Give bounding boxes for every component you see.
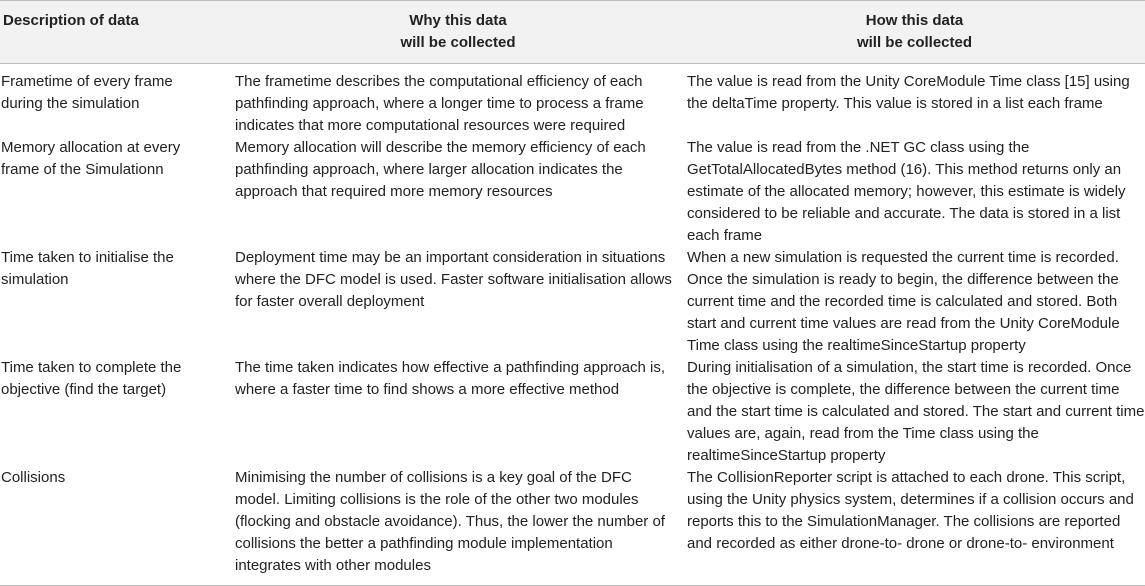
cell-why: The time taken indicates how effective a pathfinding approach is, where a faster time to find shows a more effective method bbox=[235, 359, 665, 398]
cell-how: The value is read from the Unity CoreModule Time class [15] using the deltaTime property. This value is stored in a list each frame bbox=[687, 73, 1130, 112]
table-row bbox=[0, 357, 1145, 467]
table-header-row bbox=[0, 1, 1145, 64]
header-description-text: Description of data bbox=[3, 12, 139, 29]
header-how-line-1: How this data bbox=[865, 12, 964, 29]
cell-description: Time taken to complete the objective (find the target) bbox=[1, 359, 182, 398]
cell-description: Collisions bbox=[1, 469, 66, 486]
cell-how: The value is read from the .NET GC class using the GetTotalAllocatedBytes method (16). This method returns only an estimate of the allocated memory; however, this estimate is widely considered to be reliable and accurate. The data is stored in a list each frame bbox=[687, 139, 1126, 244]
cell-why: The frametime describes the computational efficiency of each pathfinding approach, where a longer time to process a frame indicates that more computational resources were required bbox=[235, 73, 644, 134]
cell-why: Minimising the number of collisions is a key goal of the DFC model. Limiting collisions is the role of the other two modules (flocking and obstacle avoidance). Thus, the lower the number of collisions the better a pathfinding module implementation integrates with other modules bbox=[235, 469, 665, 574]
table-row bbox=[0, 64, 1145, 138]
cell-description: Time taken to initialise the simulation bbox=[1, 249, 174, 288]
header-how bbox=[684, 1, 1145, 64]
cell-why: Deployment time may be an important consideration in situations where the DFC model is used. Faster software initialisation allows for faster overall deployment bbox=[235, 249, 672, 310]
cell-how: The CollisionReporter script is attached to each drone. This script, using the Unity physics system, determines if a collision occurs and reports this to the SimulationManager. The collisions are reported and recorded as either drone-to- drone or drone-to- environment bbox=[687, 469, 1134, 552]
header-how-line-2: will be collected bbox=[856, 34, 973, 51]
header-why bbox=[232, 1, 684, 64]
table-row bbox=[0, 467, 1145, 586]
table-row bbox=[0, 247, 1145, 357]
cell-description: Frametime of every frame during the simulation bbox=[1, 73, 173, 112]
header-why-line-2: will be collected bbox=[400, 34, 516, 51]
cell-how: During initialisation of a simulation, the start time is recorded. Once the objective is complete, the difference between the current time and the start time is calculated and stored. The start and current time values are, again, read from the Time class using the realtimeSinceStartup property bbox=[687, 359, 1145, 464]
cell-description: Memory allocation at every frame of the Simulationn bbox=[1, 139, 181, 178]
cell-why: Memory allocation will describe the memory efficiency of each pathfinding approach, where larger allocation indicates the approach that required more memory resources bbox=[235, 139, 646, 200]
cell-how: When a new simulation is requested the current time is recorded. Once the simulation is ready to begin, the difference between the current time and the recorded time is calculated and stored. Both start and current time values are read from the Unity CoreModule Time class using the realtimeSinceStartup property bbox=[687, 249, 1120, 354]
header-description bbox=[0, 1, 232, 64]
header-why-line-1: Why this data bbox=[409, 12, 507, 29]
table-row bbox=[0, 137, 1145, 247]
